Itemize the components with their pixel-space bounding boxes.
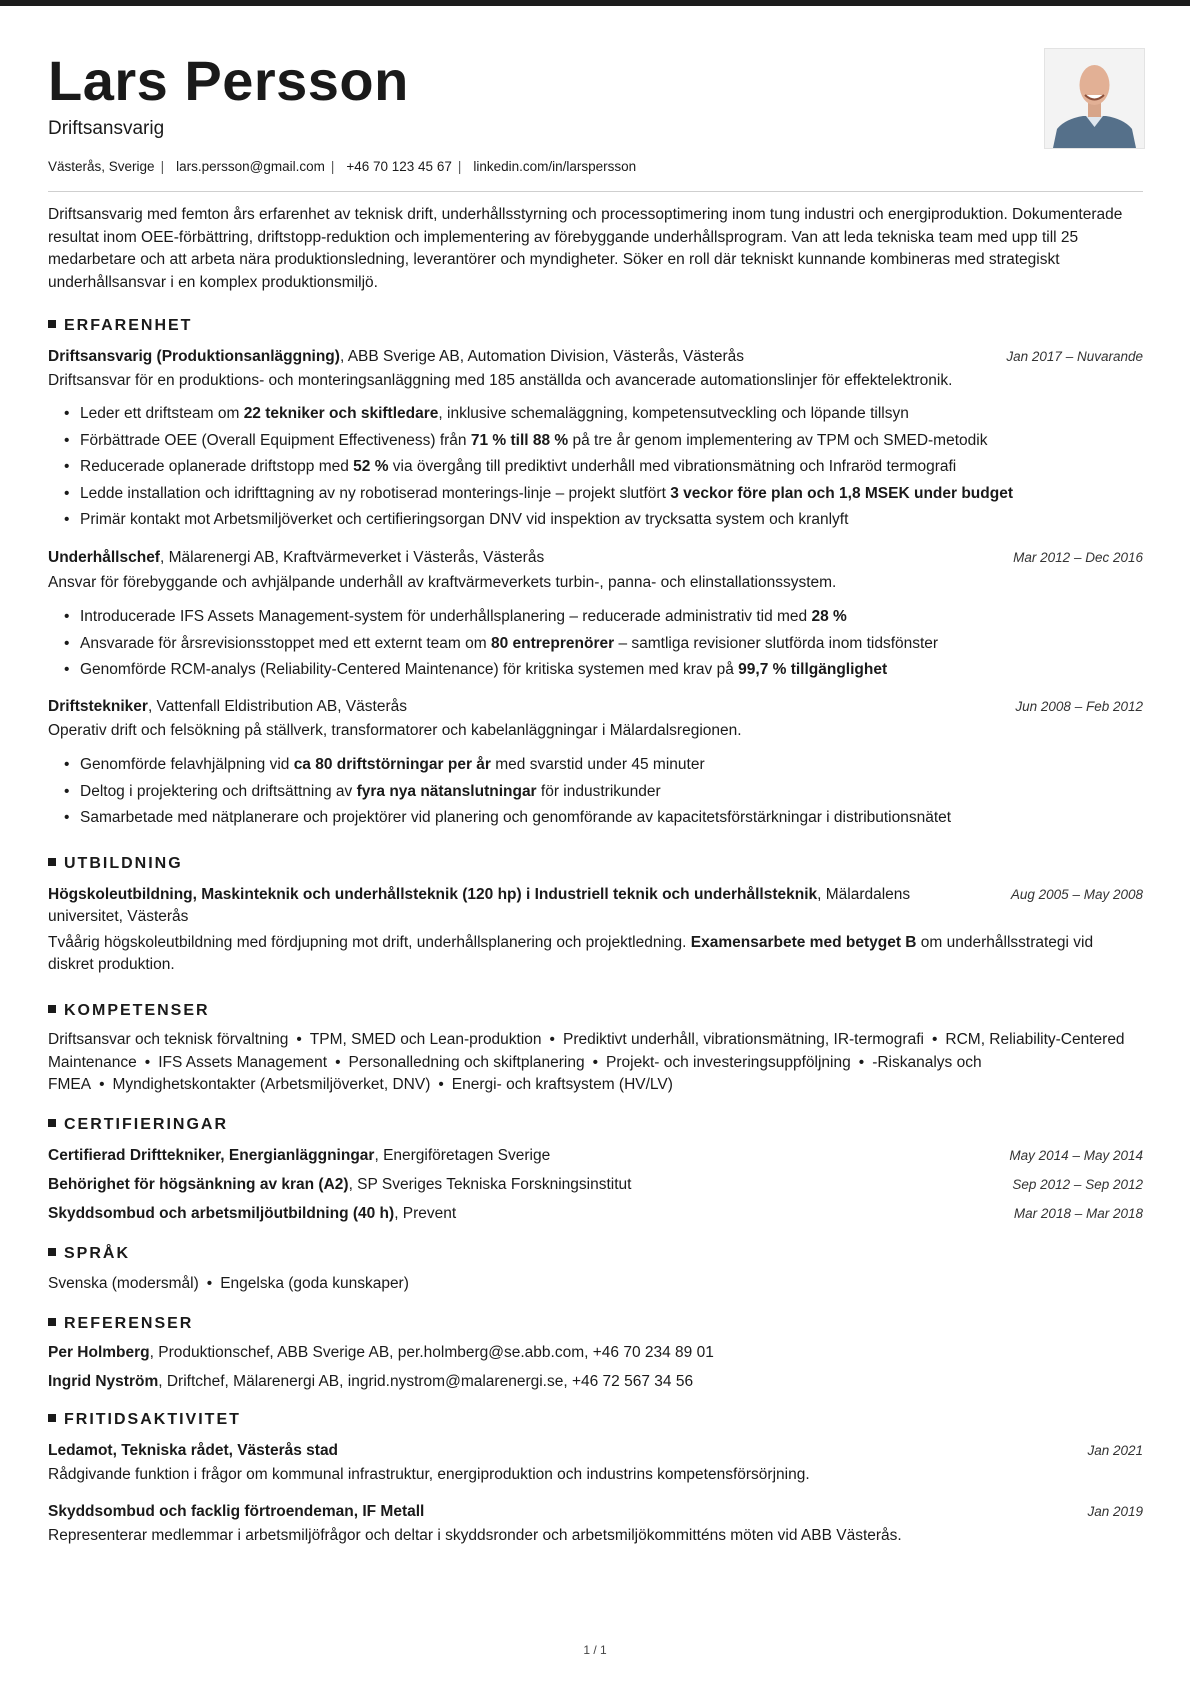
certification-date: May 2014 – May 2014 <box>1009 1148 1143 1163</box>
skill-item: Personalledning och skiftplanering <box>348 1053 585 1071</box>
section-title-experience: ERFARENHET <box>48 316 192 336</box>
certification-date: Mar 2018 – Mar 2018 <box>1013 1206 1143 1221</box>
section-square-icon <box>48 1005 56 1013</box>
header-divider <box>48 191 1143 192</box>
profile-summary: Driftsansvarig med femton års erfarenhet av teknisk drift, underhållsstyrning och processoptimering inom tung industri och energiproduktion. Dokumenterade resultat inom OEE-förbättring, driftstopp-reduktion och implementering av förebyggande underhållsprogram. Van att leda tekniska team med upp till 25 medarbetare och att arbeta nära produktionsledning, leverantörer och myndigheter. Söker en roll där tekniskt kunnande kombineras med strategiskt underhållsansvar i en komplex produktionsmiljö. <box>48 206 1123 291</box>
certification-org: , Prevent <box>394 1205 457 1222</box>
certification-name: Skyddsombud och arbetsmiljöutbildning (40 h) <box>48 1205 395 1222</box>
bullet-item: • Ledde installation och idrifttagning av ny robotiserad monterings-linje – projekt slutfört 3 veckor före plan och 1,8 MSEK under budget <box>80 481 1013 508</box>
section-title-education: UTBILDNING <box>48 854 183 874</box>
profile-photo <box>1044 48 1145 149</box>
section-title-references: REFERENSER <box>48 1314 193 1334</box>
bullet-item: • Deltog i projektering och driftsättning av fyra nya nätanslutningar för industrikunder <box>80 779 951 806</box>
leisure-description: Rådgivande funktion i frågor om kommunal infrastruktur, energiproduktion och industrins kompetensförsörjning. <box>48 1466 810 1483</box>
experience-bullets <box>48 401 1013 534</box>
contact-separator: | <box>330 159 335 174</box>
leisure-title: Ledamot, Tekniska rådet, Västerås stad <box>48 1442 339 1459</box>
reference-row <box>48 1371 693 1393</box>
leisure-title: Skyddsombud och facklig förtroendeman, IF Metall <box>48 1503 425 1520</box>
experience-header <box>48 547 1143 569</box>
leisure-date: Jan 2019 <box>1087 1504 1143 1519</box>
reference-name: Per Holmberg <box>48 1344 150 1361</box>
experience-bullets <box>48 604 938 684</box>
bullet-item: • Ansvarade för årsrevisionsstoppet med ett externt team om 80 entreprenörer – samtliga revisioner slutförda inom tidsfönster <box>80 631 938 658</box>
reference-row <box>48 1342 714 1364</box>
section-title-languages: SPRÅK <box>48 1244 130 1264</box>
experience-org: , Mälarenergi AB, Kraftvärmeverket i Västerås, Västerås <box>159 549 545 566</box>
experience-role: Underhållschef <box>48 549 160 566</box>
page-number: 1 / 1 <box>583 1643 607 1657</box>
reference-info: , Produktionschef, ABB Sverige AB, per.holmberg@se.abb.com, +46 70 234 89 01 <box>149 1344 714 1361</box>
section-square-icon <box>48 320 56 328</box>
experience-date: Jun 2008 – Feb 2012 <box>1015 699 1143 714</box>
experience-description: Ansvar för förebyggande och avhjälpande underhåll av kraftvärmeverkets turbin-, panna- och elinstallationssystem. <box>48 574 837 591</box>
bullet-item: • Reducerade oplanerade driftstopp med 52 % via övergång till prediktivt underhåll med vibrationsmätning och Infraröd termografi <box>80 454 1013 481</box>
section-square-icon <box>48 1119 56 1127</box>
contact-separator: | <box>457 159 462 174</box>
section-title-skills: KOMPETENSER <box>48 1001 210 1021</box>
certification-row <box>48 1145 1143 1167</box>
education-degree: Högskoleutbildning, Maskinteknik och underhållsteknik (120 hp) i Industriell teknik och underhållsteknik <box>48 886 818 903</box>
bullet-item: • Introducerade IFS Assets Management-system för underhållsplanering – reducerade administrativ tid med 28 % <box>80 604 938 631</box>
skill-item: Prediktivt underhåll, vibrationsmätning, IR-termografi <box>562 1031 924 1048</box>
experience-org: , ABB Sverige AB, Automation Division, Västerås, Västerås <box>339 348 745 365</box>
bullet-item: • Primär kontakt mot Arbetsmiljöverket och certifieringsorgan DNV vid inspektion av trycksatta system och kranlyft <box>80 507 1013 534</box>
leisure-header <box>48 1440 1143 1462</box>
leisure-description: Representerar medlemmar i arbetsmiljöfrågor och deltar i skyddsronder och arbetsmiljökommitténs möten vid ABB Västerås. <box>48 1527 902 1544</box>
leisure-header <box>48 1501 1143 1523</box>
skill-item: Projekt- och investeringsuppföljning <box>606 1053 851 1071</box>
certification-row <box>48 1174 1143 1196</box>
skills-list: Driftsansvar och teknisk förvaltning • TPM, SMED och Lean-produktion • Prediktivt underhåll, vibrationsmätning, IR-termografi • RCM, Reliability-Centered Maintenance • IFS Assets Management • Personalledning och skiftplanering • Projekt- och investeringsuppföljning • -Riskanalys och FMEA • Myndighetskontakter (Arbetsmiljöverket, DNV) • Energi- och kraftsystem (HV/LV) <box>48 1031 1125 1093</box>
skill-item: Driftsansvar och teknisk förvaltning <box>48 1031 289 1048</box>
reference-info: , Driftchef, Mälarenergi AB, ingrid.nystrom@malarenergi.se, +46 72 567 34 56 <box>158 1373 694 1390</box>
bullet-item: • Förbättrade OEE (Overall Equipment Effectiveness) från 71 % till 88 % på tre år genom implementering av TPM och SMED-metodik <box>80 428 1013 455</box>
skill-item: RCM, Reliability-Centered Maintenance <box>48 1031 1125 1071</box>
job-title: Driftsansvarig <box>48 118 165 139</box>
experience-org: , Vattenfall Eldistribution AB, Västerås <box>147 698 407 715</box>
certification-org: , Energiföretagen Sverige <box>374 1147 551 1164</box>
contact-line <box>48 158 636 176</box>
education-org: , Mälardalens universitet, Västerås <box>48 886 911 925</box>
section-square-icon <box>48 1414 56 1422</box>
experience-role: Driftstekniker <box>48 698 148 715</box>
skill-item: Energi- och kraftsystem (HV/LV) <box>451 1076 673 1093</box>
experience-date: Mar 2012 – Dec 2016 <box>1013 550 1143 565</box>
certification-row <box>48 1203 1143 1225</box>
experience-role: Driftsansvarig (Produktionsanläggning) <box>48 348 340 365</box>
certification-name: Behörighet för högsänkning av kran (A2) <box>48 1176 349 1193</box>
bullet-item: • Genomförde RCM-analys (Reliability-Centered Maintenance) för kritiska systemen med krav på 99,7 % tillgänglighet <box>80 657 938 684</box>
language-list: Svenska (modersmål) • Engelska (goda kunskaper) <box>48 1275 409 1292</box>
section-title-leisure: FRITIDSAKTIVITET <box>48 1410 241 1430</box>
candidate-name: Lars Persson <box>48 49 409 112</box>
section-title-certifications: CERTIFIERINGAR <box>48 1115 228 1135</box>
contact-phone[interactable]: +46 70 123 45 67 <box>346 159 452 174</box>
contact-location: Västerås, Sverige <box>48 159 155 174</box>
skill-item: Myndighetskontakter (Arbetsmiljöverket, DNV) <box>112 1076 431 1093</box>
contact-separator: | <box>160 159 165 174</box>
section-square-icon <box>48 858 56 866</box>
section-square-icon <box>48 1248 56 1256</box>
skill-item: TPM, SMED och Lean-produktion <box>309 1031 542 1048</box>
experience-header <box>48 346 1143 368</box>
experience-description: Driftsansvar för en produktions- och monteringsanläggning med 185 anställda och avancerade automationslinjer för effektelektronik. <box>48 372 953 389</box>
top-bar <box>0 0 1190 6</box>
experience-header <box>48 696 1143 718</box>
person-photo-icon <box>1045 49 1144 148</box>
experience-bullets <box>48 752 951 832</box>
certification-date: Sep 2012 – Sep 2012 <box>1012 1177 1143 1192</box>
education-description: Tvåårig högskoleutbildning med fördjupning mot drift, underhållsplanering och projektledning. Examensarbete med betyget B om underhållsstrategi vid diskret produktion. <box>48 934 1094 973</box>
bullet-item: • Samarbetade med nätplanerare och projektörer vid planering och genomförande av kapacitetsförstärkningar i distributionsnätet <box>80 805 951 832</box>
education-header <box>48 884 1143 928</box>
certification-org: , SP Sveriges Tekniska Forskningsinstitut <box>348 1176 632 1193</box>
certification-name: Certifierad Drifttekniker, Energianläggningar <box>48 1147 375 1164</box>
education-date: Aug 2005 – May 2008 <box>1010 887 1143 902</box>
skill-item: IFS Assets Management <box>158 1053 328 1071</box>
skill-item: -Riskanalys och FMEA <box>48 1053 982 1093</box>
bullet-item: • Genomförde felavhjälpning vid ca 80 driftstörningar per år med svarstid under 45 minuter <box>80 752 951 779</box>
leisure-date: Jan 2021 <box>1087 1443 1143 1458</box>
language-item: Engelska (goda kunskaper) <box>220 1275 409 1292</box>
language-item: Svenska (modersmål) <box>48 1275 199 1292</box>
experience-date: Jan 2017 – Nuvarande <box>1006 349 1143 364</box>
contact-linkedin[interactable]: linkedin.com/in/larspersson <box>473 159 637 174</box>
reference-name: Ingrid Nyström <box>48 1373 159 1390</box>
bullet-item: • Leder ett driftsteam om 22 tekniker och skiftledare, inklusive schemaläggning, kompetensutveckling och löpande tillsyn <box>80 401 1013 428</box>
section-square-icon <box>48 1318 56 1326</box>
experience-description: Operativ drift och felsökning på ställverk, transformatorer och kabelanläggningar i Mälardalsregionen. <box>48 722 742 739</box>
contact-email[interactable]: lars.persson@gmail.com <box>176 159 325 174</box>
